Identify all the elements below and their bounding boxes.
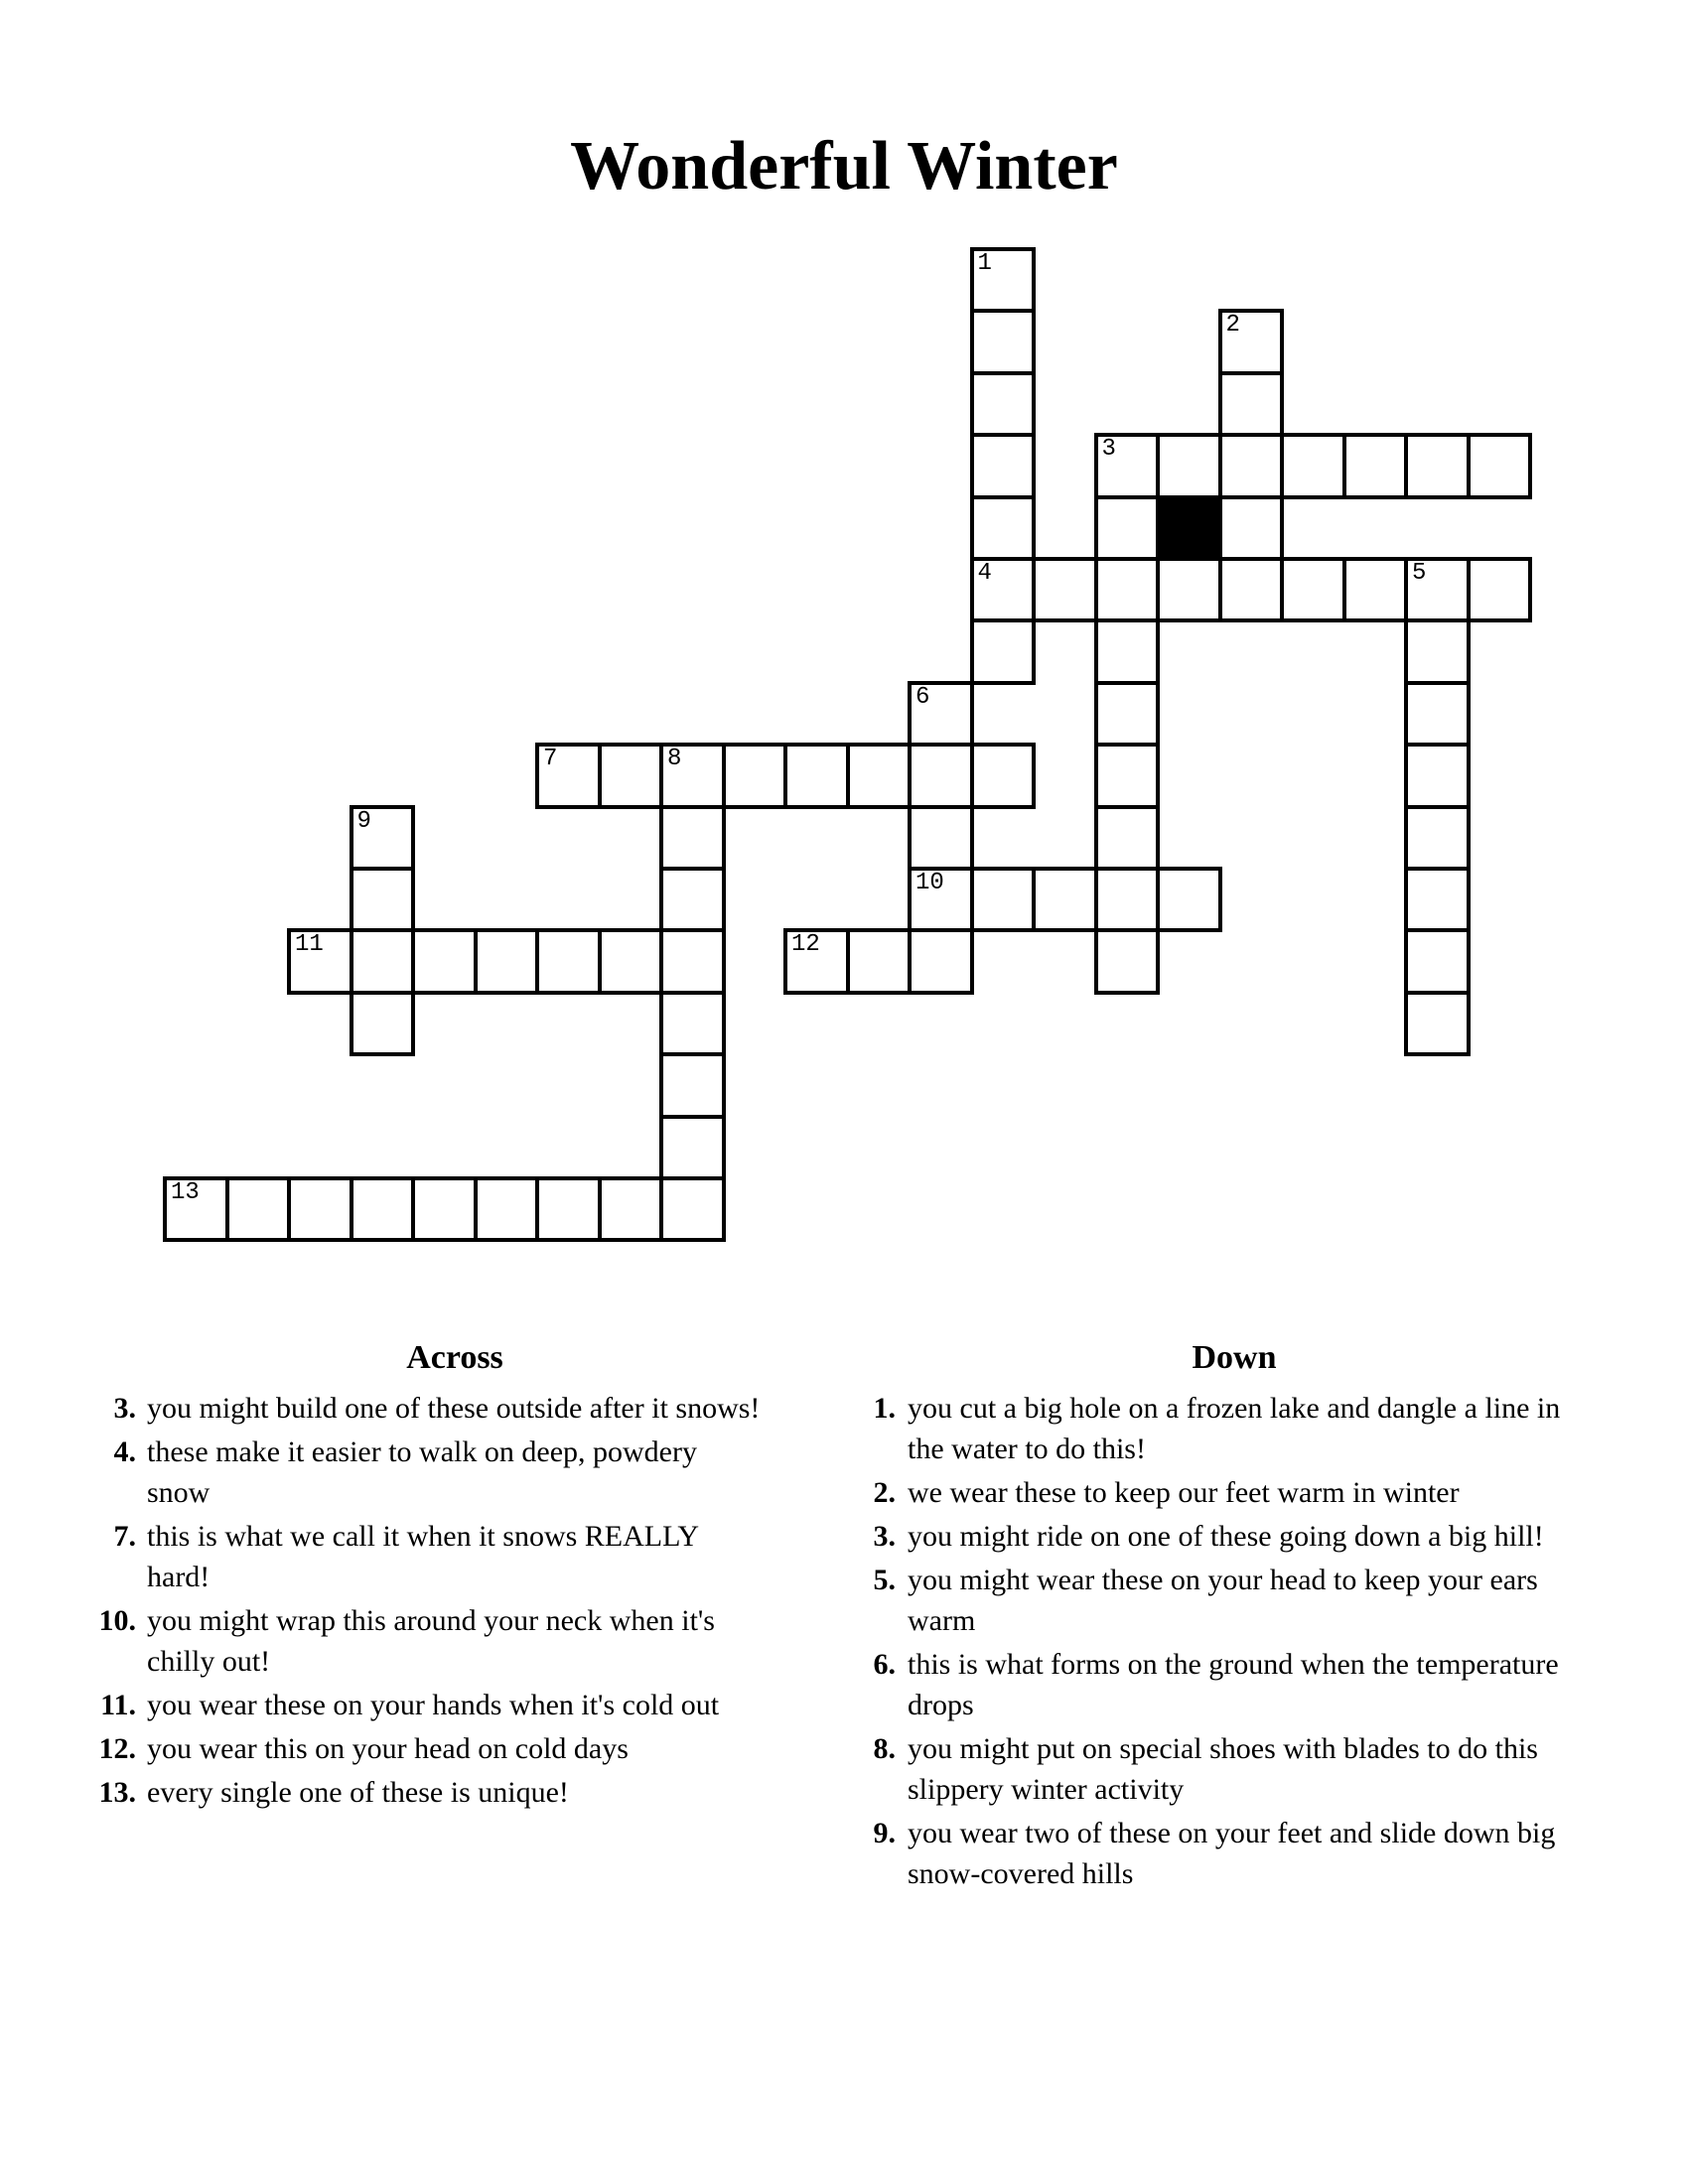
grid-cell[interactable] — [1404, 618, 1471, 684]
clue-text: you wear these on your hands when it's cold out — [147, 1689, 720, 1721]
clue-text: these make it easier to walk on deep, powdery snow — [147, 1435, 697, 1509]
grid-cell[interactable] — [1156, 557, 1222, 622]
grid-cell[interactable] — [1094, 743, 1161, 808]
grid-cell[interactable] — [474, 928, 540, 994]
cell-number: 4 — [977, 560, 992, 587]
cell-number: 12 — [791, 931, 820, 959]
clue-item — [814, 1813, 1599, 1894]
grid-cell[interactable] — [1280, 557, 1346, 622]
grid-cell[interactable] — [1094, 557, 1161, 622]
grid-cell[interactable] — [722, 743, 788, 808]
clue-item — [60, 1432, 767, 1513]
grid-cell[interactable] — [1094, 618, 1161, 684]
clue-text: you might ride on one of these going down a big hill! — [908, 1520, 1544, 1553]
grid-cell[interactable] — [350, 1176, 416, 1242]
clue-number: 11. — [100, 1689, 136, 1721]
grid-cell[interactable] — [970, 247, 1037, 313]
grid-cell[interactable] — [350, 867, 416, 932]
clue-item — [814, 1644, 1599, 1725]
grid-cell[interactable] — [535, 928, 602, 994]
grid-cell[interactable] — [1094, 681, 1161, 747]
clue-number: 9. — [873, 1817, 896, 1849]
cell-number: 11 — [295, 931, 324, 959]
grid-cell[interactable] — [908, 928, 974, 994]
grid-cell[interactable] — [1404, 805, 1471, 871]
grid-cell[interactable] — [783, 743, 850, 808]
clue-text: you wear this on your head on cold days — [147, 1732, 629, 1765]
page-title: Wonderful Winter — [570, 128, 1118, 205]
clue-number: 2. — [873, 1476, 896, 1509]
grid-cell[interactable] — [1280, 433, 1346, 498]
grid-cell[interactable] — [1094, 867, 1161, 932]
grid-cell[interactable] — [1156, 433, 1222, 498]
grid-cell[interactable] — [1218, 557, 1285, 622]
grid-cell[interactable] — [1094, 805, 1161, 871]
clue-number: 3. — [113, 1392, 136, 1425]
grid-cell[interactable] — [225, 1176, 292, 1242]
down-clues-section — [814, 1338, 1599, 1897]
grid-cell[interactable] — [1218, 433, 1285, 498]
clue-item — [60, 1600, 767, 1682]
grid-cell[interactable] — [1404, 681, 1471, 747]
clue-item — [814, 1560, 1599, 1641]
clue-number: 7. — [113, 1520, 136, 1553]
grid-cell[interactable] — [846, 743, 913, 808]
clue-text: you might wear these on your head to keep your ears warm — [908, 1564, 1538, 1637]
grid-cell[interactable] — [411, 1176, 478, 1242]
clue-number: 8. — [873, 1732, 896, 1765]
cell-number: 10 — [915, 870, 944, 896]
grid-cell[interactable] — [598, 928, 664, 994]
grid-cell[interactable] — [783, 928, 850, 994]
grid-cell[interactable] — [908, 805, 974, 871]
grid-cell[interactable] — [535, 743, 602, 808]
grid-cell[interactable] — [908, 867, 974, 932]
grid-cell[interactable] — [598, 743, 664, 808]
cell-number: 2 — [1225, 312, 1240, 340]
grid-cell[interactable] — [970, 495, 1037, 561]
clue-number: 1. — [873, 1392, 896, 1425]
clue-item — [814, 1472, 1599, 1513]
grid-cell[interactable] — [1404, 867, 1471, 932]
grid-cell[interactable] — [908, 681, 974, 747]
clue-number: 10. — [98, 1604, 136, 1637]
across-heading: Across — [406, 1339, 503, 1376]
grid-cell[interactable] — [1342, 557, 1409, 622]
grid-cell[interactable] — [350, 805, 416, 871]
grid-cell[interactable] — [659, 867, 726, 932]
cell-number: 9 — [356, 807, 371, 835]
clue-text: you might build one of these outside after it snows! — [147, 1392, 761, 1425]
clue-number: 6. — [873, 1648, 896, 1681]
cell-number: 5 — [1412, 560, 1427, 587]
grid-cell[interactable] — [1467, 557, 1533, 622]
down-clue-list — [814, 1388, 1599, 1894]
across-clues-section — [60, 1338, 767, 1816]
grid-cell[interactable] — [350, 928, 416, 994]
clue-item — [814, 1516, 1599, 1557]
clue-item — [60, 1516, 767, 1597]
grid-cell[interactable] — [1342, 433, 1409, 498]
clue-text: you might put on special shoes with blades to do this slippery winter activity — [908, 1732, 1538, 1806]
cell-number: 13 — [171, 1179, 200, 1206]
grid-cell[interactable] — [970, 557, 1037, 622]
grid-cell[interactable] — [1094, 495, 1161, 561]
grid-cell[interactable] — [659, 991, 726, 1056]
clue-number: 4. — [113, 1435, 136, 1468]
grid-cell[interactable] — [535, 1176, 602, 1242]
grid-cell[interactable] — [1404, 991, 1471, 1056]
grid-cell[interactable] — [970, 371, 1037, 437]
grid-cell[interactable] — [970, 867, 1037, 932]
grid-cell[interactable] — [1094, 928, 1161, 994]
clue-item — [60, 1388, 767, 1429]
across-clue-list — [60, 1388, 767, 1813]
grid-cell[interactable] — [1032, 557, 1098, 622]
grid-cell[interactable] — [659, 1115, 726, 1180]
clue-text: we wear these to keep our feet warm in winter — [908, 1476, 1460, 1509]
clue-text: you wear two of these on your feet and slide down big snow-covered hills — [908, 1817, 1556, 1890]
grid-cell[interactable] — [1467, 433, 1533, 498]
grid-cell[interactable] — [287, 928, 353, 994]
grid-cell[interactable] — [1094, 433, 1161, 498]
clue-number: 5. — [873, 1564, 896, 1596]
grid-cell[interactable] — [1404, 928, 1471, 994]
grid-cell[interactable] — [1218, 309, 1285, 374]
grid-cell[interactable] — [411, 928, 478, 994]
cell-number: 3 — [1101, 436, 1116, 464]
grid-cell[interactable] — [659, 1176, 726, 1242]
clue-text: this is what forms on the ground when the temperature drops — [908, 1648, 1559, 1721]
grid-cell[interactable] — [163, 1176, 229, 1242]
grid-cell[interactable] — [287, 1176, 353, 1242]
grid-cell[interactable] — [970, 618, 1037, 684]
cell-number: 6 — [915, 683, 930, 711]
clue-item — [814, 1728, 1599, 1810]
clue-text: you might wrap this around your neck when it's chilly out! — [147, 1604, 715, 1678]
grid-cell[interactable] — [659, 805, 726, 871]
clue-text: this is what we call it when it snows REALLY hard! — [147, 1520, 698, 1593]
clue-item — [60, 1772, 767, 1813]
grid-cell[interactable] — [908, 743, 974, 808]
grid-cell[interactable] — [1218, 495, 1285, 561]
clue-text: every single one of these is unique! — [147, 1776, 569, 1809]
clue-number: 3. — [873, 1520, 896, 1553]
down-heading: Down — [1192, 1339, 1277, 1376]
grid-cell[interactable] — [1218, 371, 1285, 437]
cell-number: 7 — [543, 746, 558, 773]
cell-number: 1 — [977, 250, 992, 277]
grid-cell[interactable] — [1404, 743, 1471, 808]
grid-cell[interactable] — [659, 928, 726, 994]
grid-cell[interactable] — [970, 743, 1037, 808]
clue-number: 12. — [98, 1732, 136, 1765]
black-cell — [1156, 495, 1222, 561]
grid-cell[interactable] — [970, 433, 1037, 498]
grid-cell[interactable] — [846, 928, 913, 994]
grid-cell[interactable] — [598, 1176, 664, 1242]
grid-cell[interactable] — [970, 309, 1037, 374]
grid-cell[interactable] — [350, 991, 416, 1056]
clue-item — [60, 1728, 767, 1769]
clue-item — [60, 1685, 767, 1725]
grid-cell[interactable] — [1156, 867, 1222, 932]
clue-item — [814, 1388, 1599, 1469]
grid-cell[interactable] — [1404, 433, 1471, 498]
grid-cell[interactable] — [659, 1052, 726, 1118]
clue-text: you cut a big hole on a frozen lake and dangle a line in the water to do this! — [908, 1392, 1561, 1465]
grid-cell[interactable] — [474, 1176, 540, 1242]
grid-cell[interactable] — [659, 743, 726, 808]
grid-cell[interactable] — [1404, 557, 1471, 622]
cell-number: 8 — [667, 746, 682, 773]
clue-number: 13. — [98, 1776, 136, 1809]
grid-cell[interactable] — [1032, 867, 1098, 932]
